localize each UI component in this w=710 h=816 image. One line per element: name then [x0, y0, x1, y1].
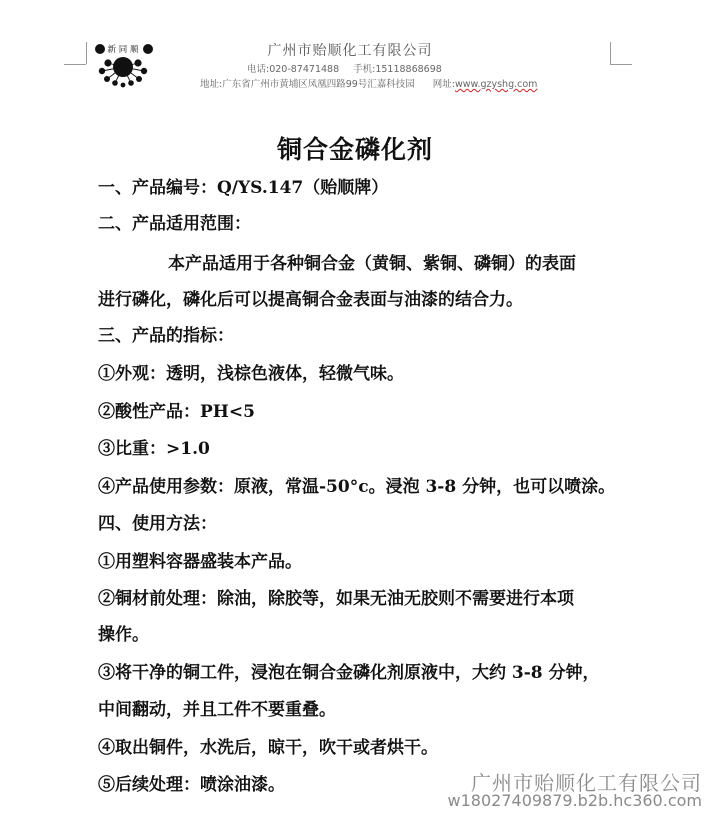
watermark-site: w18027409879.b2b.hc360.com [447, 791, 702, 810]
scope-paragraph-line-1: 本产品适用于各种铜合金（黄铜、紫铜、磷铜）的表面 [168, 254, 576, 274]
usage-step-2-line-1: ②铜材前处理：除油，除胶等，如果无油无胶则不需要进行本项 [98, 589, 574, 609]
usage-step-5: ⑤后续处理：喷涂油漆。 [98, 775, 285, 795]
header-contact [247, 61, 456, 75]
scope-paragraph-line-2: 进行磷化，磷化后可以提高铜合金表面与油漆的结合力。 [98, 290, 523, 310]
crop-mark [610, 42, 611, 64]
usage-step-3-line-2: 中间翻动，并且工件不要重叠。 [98, 700, 336, 720]
spec-acidity: ②酸性产品：PH<5 [98, 402, 255, 422]
header-address: 地址:广东省广州市黄埔区凤凰四路99号汇嘉科技园 [200, 79, 415, 90]
spec-appearance: ①外观：透明，浅棕色液体，轻微气味。 [98, 364, 404, 384]
section-specs-heading: 三、产品的指标： [98, 326, 234, 346]
usage-step-3-line-1: ③将干净的铜工件，浸泡在铜合金磷化剂原液中，大约 3-8 分钟， [98, 663, 600, 683]
document-title: 铜合金磷化剂 [276, 135, 433, 164]
spec-gravity: ③比重：>1.0 [98, 439, 210, 459]
usage-step-4: ④取出铜件，水洗后，晾干，吹干或者烘干。 [98, 738, 438, 758]
section-scope-heading: 二、产品适用范围： [98, 214, 251, 234]
spec-parameters: ④产品使用参数：原液，常温-50°c。浸泡 3-8 分钟，也可以喷涂。 [98, 477, 616, 497]
header-mobile: 手机:15118868698 [353, 64, 442, 75]
usage-step-1: ①用塑料容器盛装本产品。 [98, 552, 302, 572]
crop-mark [86, 42, 87, 64]
usage-step-2-line-2: 操作。 [98, 625, 149, 645]
company-logo-icon [88, 30, 158, 88]
header-web-label: 网址: [432, 79, 455, 90]
section-usage-heading: 四、使用方法： [98, 514, 217, 534]
header-web-url: www.gzyshg.com [455, 79, 538, 90]
logo-text: 新 同 顺 [107, 45, 139, 55]
header-company: 广州市贻顺化工有限公司 [267, 43, 433, 59]
crop-mark [610, 64, 632, 65]
header-address-line [200, 76, 537, 90]
header-phone: 电话:020-87471488 [247, 64, 340, 75]
crop-mark [64, 64, 86, 65]
watermark-company: 广州市贻顺化工有限公司 [471, 771, 702, 795]
section-product-code: 一、产品编号：Q/YS.147（贻顺牌） [98, 178, 389, 198]
